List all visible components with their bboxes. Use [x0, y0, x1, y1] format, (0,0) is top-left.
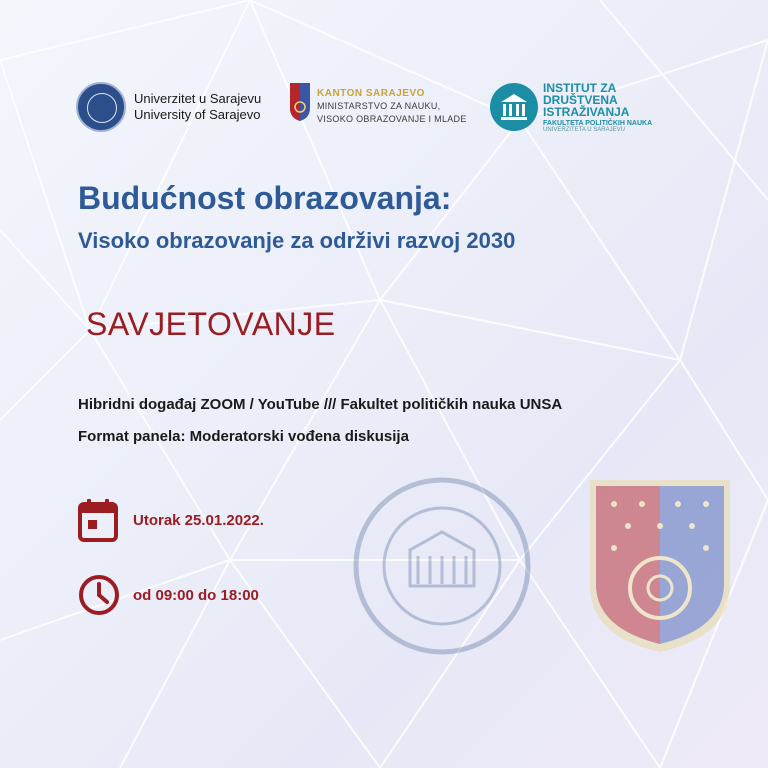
university-seal-watermark-icon [352, 476, 532, 656]
institute-university: UNIVERZITETA U SARAJEVU [543, 127, 625, 133]
kanton-shield-watermark-icon [586, 476, 734, 656]
kanton-ministry-line1: MINISTARSTVO ZA NAUKU, [317, 101, 441, 111]
kanton-title: KANTON SARAJEVO [317, 88, 425, 99]
institute-faculty: FAKULTETA POLITIČKIH NAUKA [543, 120, 653, 127]
university-logo [76, 82, 261, 132]
clock-icon [78, 574, 120, 616]
kanton-shield-icon [289, 82, 311, 122]
institute-building-icon [489, 82, 539, 132]
university-seal-icon [76, 82, 126, 132]
event-time: od 09:00 do 18:00 [133, 587, 259, 604]
institute-logo [489, 82, 652, 133]
university-name-bs: Univerzitet u Sarajevu [134, 91, 262, 106]
university-name-en: University of Sarajevo [134, 107, 261, 122]
kanton-logo [289, 82, 467, 125]
calendar-icon [78, 498, 118, 542]
panel-format-line: Format panela: Moderatorski vođena diskusija [78, 428, 409, 445]
main-title: Budućnost obrazovanja: [78, 180, 452, 216]
event-date: Utorak 25.01.2022. [133, 512, 264, 529]
event-type-label: SAVJETOVANJE [86, 306, 336, 342]
subtitle: Visoko obrazovanje za održivi razvoj 2030 [78, 228, 516, 253]
institute-title: INSTITUT ZA DRUŠTVENA ISTRAŽIVANJA [543, 81, 630, 119]
logo-bar [0, 78, 768, 138]
kanton-ministry-line2: VISOKO OBRAZOVANJE I MLADE [317, 114, 467, 124]
event-format-line: Hibridni događaj ZOOM / YouTube /// Fakultet političkih nauka UNSA [78, 396, 563, 413]
